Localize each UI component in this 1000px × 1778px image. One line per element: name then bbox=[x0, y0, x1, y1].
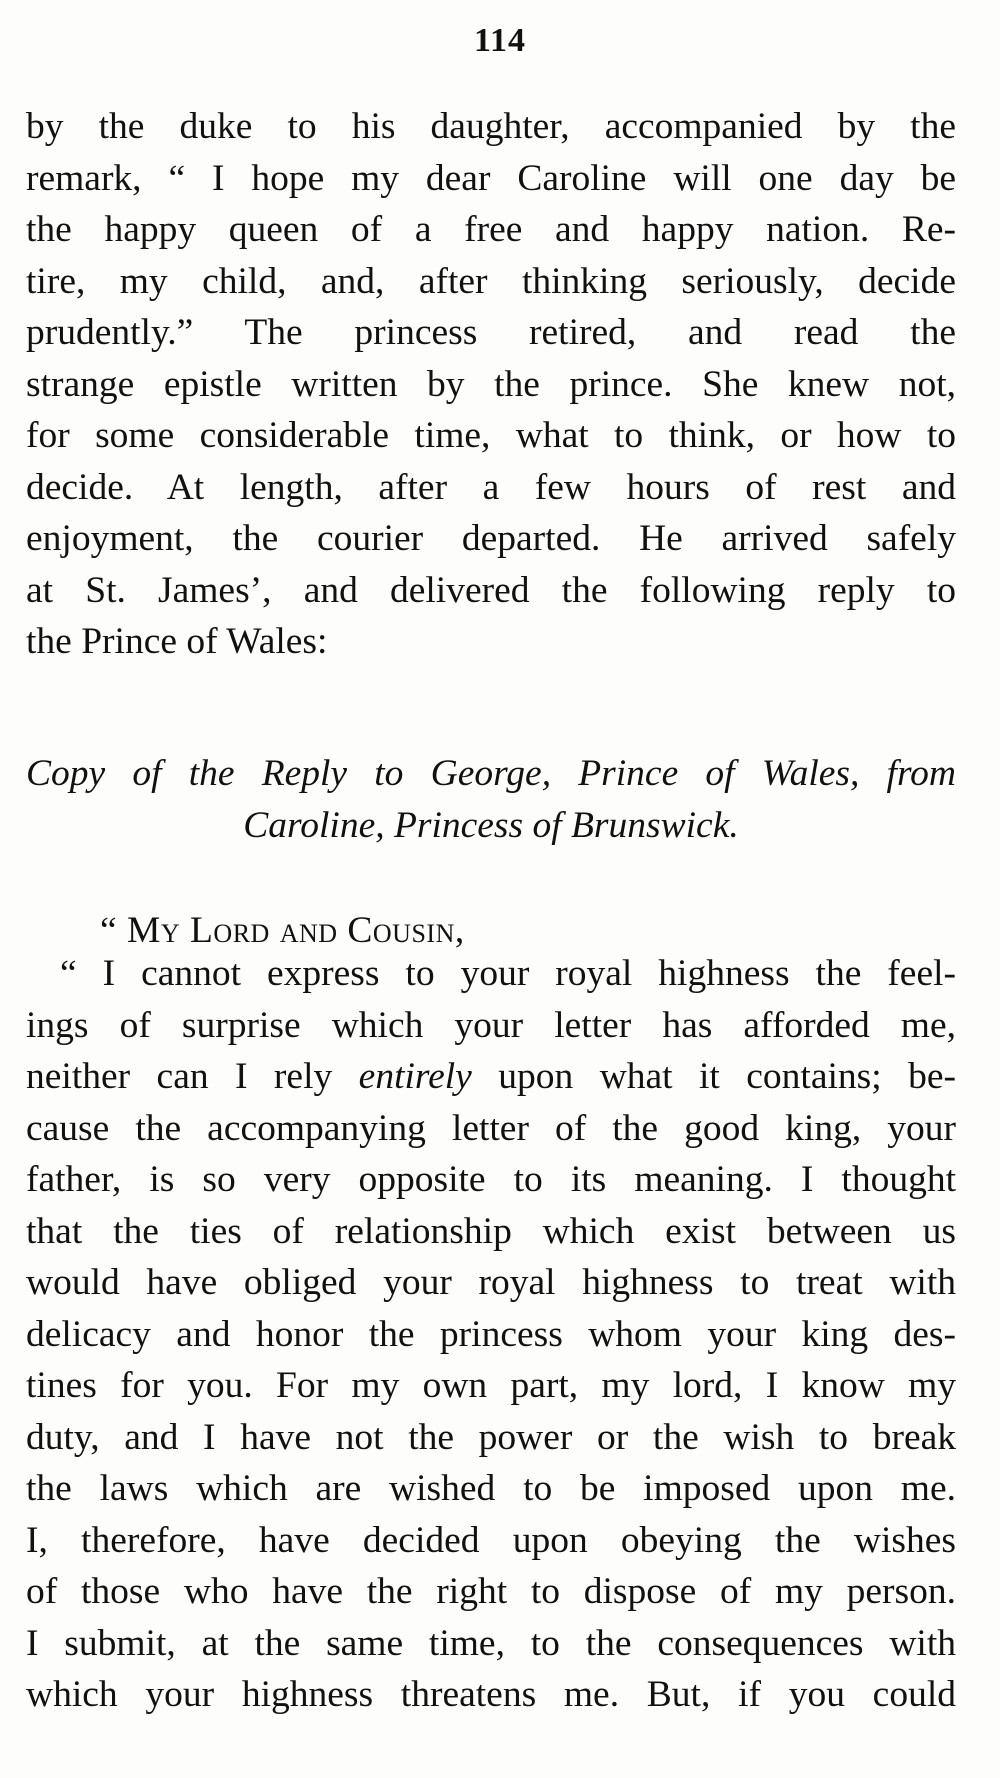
text-line: of those who have the right to dispose of my person. bbox=[26, 1571, 956, 1612]
heading-line-2: Caroline, Princess of Brunswick. bbox=[243, 805, 739, 846]
heading-line-1: Copy of the Reply to George, Prince of Wales, from bbox=[26, 753, 956, 794]
text-fragment: upon what it contains; be- bbox=[471, 1056, 956, 1097]
text-line: that the ties of relationship which exist between us bbox=[26, 1210, 956, 1252]
text-line: remark, “ I hope my dear Caroline will one day be bbox=[26, 157, 956, 199]
text-line: would have obliged your royal highness to treat with bbox=[26, 1262, 956, 1303]
text-line-with-emphasis bbox=[26, 1051, 956, 1103]
text-line: ings of surprise which your letter has afforded me, bbox=[26, 1004, 956, 1046]
text-line: decide. At length, after a few hours of rest and bbox=[26, 466, 956, 508]
text-line: father, is so very opposite to its meaning. I thought bbox=[26, 1159, 956, 1200]
letter-paragraph bbox=[26, 948, 956, 1721]
emphasized-word: entirely bbox=[358, 1056, 472, 1097]
text-line: the Prince of Wales: bbox=[26, 621, 328, 662]
text-line: prudently.” The princess retired, and read the bbox=[26, 312, 956, 353]
text-line: I submit, at the same time, to the consequences with bbox=[26, 1622, 956, 1664]
text-line: strange epistle written by the prince. She knew not, bbox=[26, 363, 956, 405]
text-line: cause the accompanying letter of the good king, your bbox=[26, 1107, 956, 1149]
text-line: for some considerable time, what to think, or how to bbox=[26, 415, 956, 456]
text-line: tines for you. For my own part, my lord, I know my bbox=[26, 1365, 956, 1406]
text-line: at St. James’, and delivered the following reply to bbox=[26, 569, 956, 611]
text-line: “ I cannot express to your royal highness the feel- bbox=[60, 953, 956, 994]
text-fragment: neither can I rely bbox=[26, 1056, 359, 1097]
text-line: by the duke to his daughter, accompanied by the bbox=[26, 106, 956, 147]
page-number: 114 bbox=[473, 22, 527, 59]
text-line: delicacy and honor the princess whom your king des- bbox=[26, 1313, 956, 1355]
text-line: enjoyment, the courier departed. He arrived safely bbox=[26, 518, 956, 559]
text-line: the laws which are wished to be imposed upon me. bbox=[26, 1468, 956, 1509]
text-line: which your highness threatens me. But, if you could bbox=[26, 1674, 956, 1715]
body-paragraph bbox=[26, 101, 956, 668]
text-line: the happy queen of a free and happy nation. Re- bbox=[26, 209, 956, 250]
text-line: I, therefore, have decided upon obeying the wishes bbox=[26, 1519, 956, 1561]
text-line: tire, my child, and, after thinking seriously, decide bbox=[26, 260, 956, 302]
salutation: “ My Lord and Cousin, bbox=[100, 910, 465, 951]
text-line: duty, and I have not the power or the wish to break bbox=[26, 1416, 956, 1458]
letter-heading bbox=[26, 748, 956, 852]
